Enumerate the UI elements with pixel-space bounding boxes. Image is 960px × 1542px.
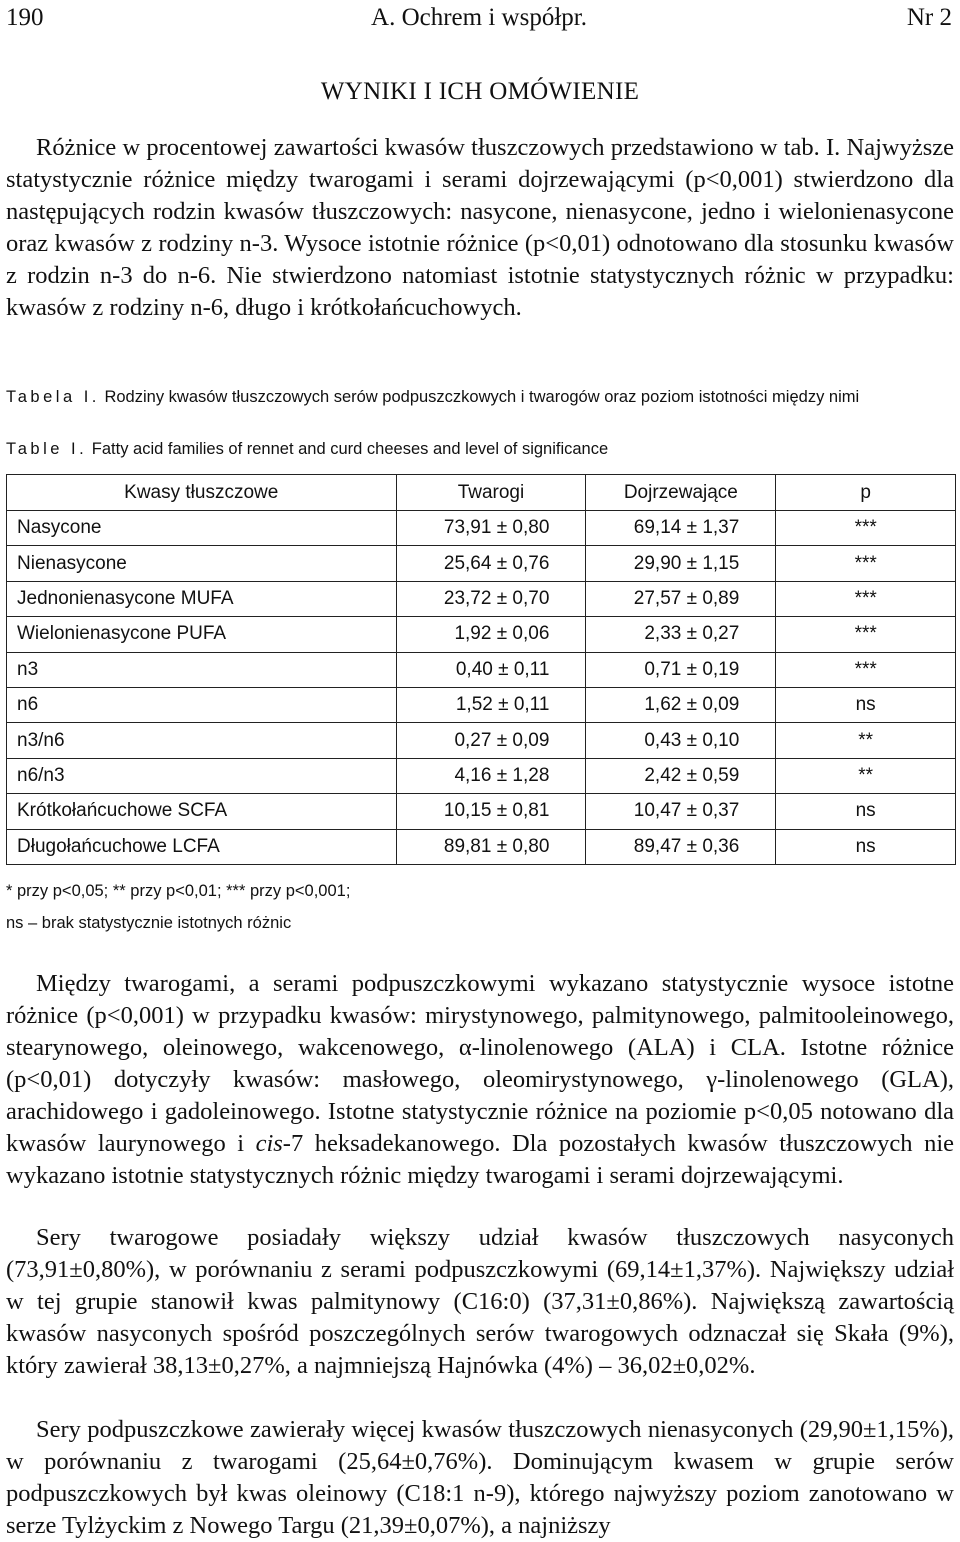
running-head (6, 4, 952, 38)
table-footnote-ns: ns – brak statystycznie istotnych różnic (6, 914, 292, 932)
table-footnote-significance: * przy p<0,05; ** przy p<0,01; *** przy p<0,001; (6, 882, 351, 900)
cell-family: Długołańcuchowe LCFA (7, 829, 397, 864)
paragraph-2-part-2: -7 heksadekanowego. Dla pozostałych kwasów tłuszczowych nie wykazano istotnie statystycznych różnic między twarogami i serami dojrzewającymi. (6, 1130, 955, 1189)
cell-curd: 73,91 ± 0,80 (396, 511, 586, 546)
paragraph-3: Sery twarogowe posiadały większy udział kwasów tłuszczowych nasyconych (73,91±0,80%), w porównaniu z serami podpuszczkowymi (69,14±1,37%). Największy udział w tej grupie stanowił kwas palmitynowy (C16:0) (37,31±0,86%). Największą zawartością kwasów nasyconych spośród poszczególnych serów twarogowych odznaczał się Skała (9%), który zawierał 38,13±0,27%, a najmniejszą Hajnówka (4%) – 36,02±0,02%. (6, 1224, 954, 1379)
table-row (7, 723, 956, 758)
table-row (7, 546, 956, 581)
table-caption-en-label: Table I. (6, 440, 88, 458)
cell-curd: 0,40 ± 0,11 (396, 652, 586, 687)
cell-family: n3/n6 (7, 723, 397, 758)
table-row (7, 829, 956, 864)
cell-significance: *** (776, 617, 956, 652)
cell-significance: ns (776, 794, 956, 829)
cell-rennet: 69,14 ± 1,37 (586, 511, 776, 546)
fatty-acid-table (6, 474, 956, 865)
cell-significance: ** (776, 758, 956, 793)
cell-family: Krótkołańcuchowe SCFA (7, 794, 397, 829)
cell-family: Nasycone (7, 511, 397, 546)
cell-curd: 0,27 ± 0,09 (396, 723, 586, 758)
cell-curd: 89,81 ± 0,80 (396, 829, 586, 864)
cell-significance: *** (776, 511, 956, 546)
paragraph-1: Różnice w procentowej zawartości kwasów tłuszczowych przedstawiono w tab. I. Najwyższe statystycznie różnice między twarogami i serami dojrzewającymi (p<0,001) stwierdzono dla następujących rodzin kwasów tłuszczowych: nasycone, nienasycone, jedno i wielonienasycone oraz kwasów z rodziny n-3. Wysoce istotnie różnice (p<0,01) odnotowano dla stosunku kwasów z rodzin n-3 do n-6. Nie stwierdzono natomiast istotnie statystycznych różnic w przypadku: kwasów z rodziny n-6, długo i krótkołańcuchowych. (6, 134, 954, 321)
cell-family: Nienasycone (7, 546, 397, 581)
header-fatty-acids: Kwasy tłuszczowe (7, 475, 397, 511)
table-caption-en (6, 437, 956, 462)
table-row (7, 687, 956, 722)
table-row (7, 581, 956, 616)
cell-significance: ns (776, 829, 956, 864)
table-row (7, 617, 956, 652)
issue-number: Nr 2 (906, 4, 952, 31)
cell-significance: ** (776, 723, 956, 758)
cell-family: Jednonienasycone MUFA (7, 581, 397, 616)
table-caption-pl-text: Rodziny kwasów tłuszczowych serów podpuszczkowych i twarogów oraz poziom istotności między nimi (99, 388, 860, 406)
cell-curd: 10,15 ± 0,81 (396, 794, 586, 829)
table-caption-pl-label: Tabela I. (6, 388, 100, 406)
paragraph-4: Sery podpuszczkowe zawierały więcej kwasów tłuszczowych nienasyconych (29,90±1,15%), w porównaniu z twarogami (25,64±0,76%). Dominującym kwasem w grupie serów podpuszczkowych był kwas oleinowy (C18:1 n-9), którego najwyższy poziom zanotowano w serze Tylżyckim z Nowego Targu (21,39±0,07%), a najniższy (6, 1416, 954, 1539)
table-row (7, 758, 956, 793)
cell-family: n3 (7, 652, 397, 687)
cell-rennet: 27,57 ± 0,89 (586, 581, 776, 616)
paragraph-2-italic-cis: cis (255, 1130, 283, 1157)
cell-family: n6 (7, 687, 397, 722)
table-caption-pl (6, 385, 956, 410)
table-row (7, 794, 956, 829)
cell-rennet: 2,33 ± 0,27 (586, 617, 776, 652)
section-title: WYNIKI I ICH OMÓWIENIE (320, 78, 640, 105)
cell-rennet: 29,90 ± 1,15 (586, 546, 776, 581)
table-caption-en-text: Fatty acid families of rennet and curd cheeses and level of significance (87, 440, 609, 458)
cell-curd: 1,92 ± 0,06 (396, 617, 586, 652)
running-head-authors: A. Ochrem i współpr. (371, 4, 587, 31)
cell-curd: 25,64 ± 0,76 (396, 546, 586, 581)
cell-curd: 4,16 ± 1,28 (396, 758, 586, 793)
cell-rennet: 2,42 ± 0,59 (586, 758, 776, 793)
page-number: 190 (6, 4, 44, 31)
cell-rennet: 1,62 ± 0,09 (586, 687, 776, 722)
cell-family: n6/n3 (7, 758, 397, 793)
cell-family: Wielonienasycone PUFA (7, 617, 397, 652)
header-rennet: Dojrzewające (586, 475, 776, 511)
cell-significance: *** (776, 652, 956, 687)
header-p: p (776, 475, 956, 511)
table-header-row (7, 475, 956, 511)
table-row (7, 652, 956, 687)
cell-rennet: 10,47 ± 0,37 (586, 794, 776, 829)
cell-significance: ns (776, 687, 956, 722)
paragraph-2 (6, 968, 954, 1192)
header-curd: Twarogi (396, 475, 586, 511)
cell-rennet: 0,71 ± 0,19 (586, 652, 776, 687)
cell-curd: 1,52 ± 0,11 (396, 687, 586, 722)
paragraph-2-part-1: Między twarogami, a serami podpuszczkowymi wykazano statystycznie wysoce istotne różnice (p<0,001) w przypadku kwasów: mirystynowego, palmitynowego, palmitooleinowego, stearynowego, oleinowego, wakcenowego, α-linolenowego (ALA) i CLA. Istotne różnice (p<0,01) dotyczyły kwasów: masłowego, oleomirystynowego, γ-linolenowego (GLA), arachidowego i gadoleinowego. Istotne statystycznie różnice na poziomie p<0,05 notowano dla kwasów laurynowego i (6, 970, 954, 1157)
table-row (7, 511, 956, 546)
cell-rennet: 89,47 ± 0,36 (586, 829, 776, 864)
cell-significance: *** (776, 581, 956, 616)
cell-significance: *** (776, 546, 956, 581)
cell-rennet: 0,43 ± 0,10 (586, 723, 776, 758)
cell-curd: 23,72 ± 0,70 (396, 581, 586, 616)
